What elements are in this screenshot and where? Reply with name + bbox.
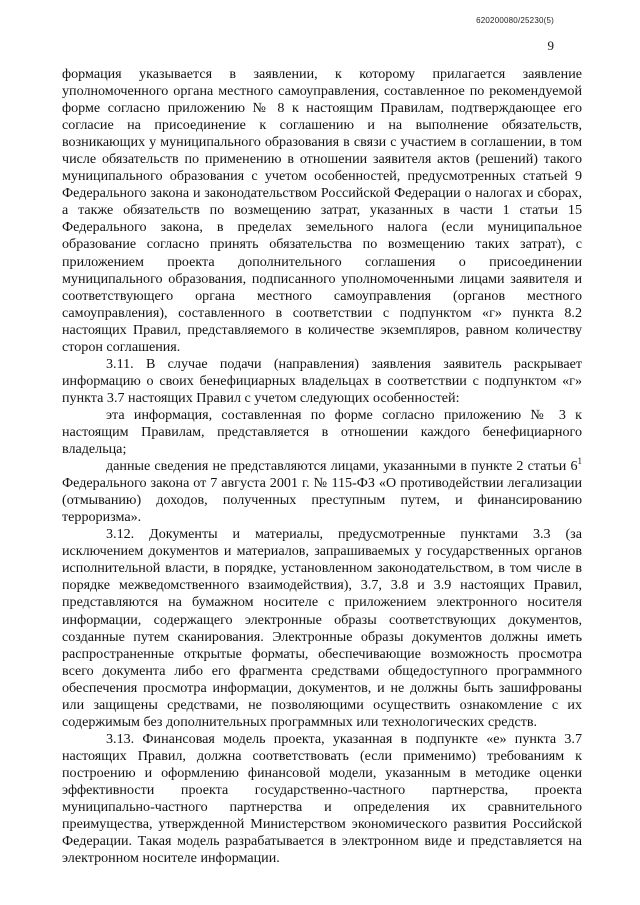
paragraph-3-11-item-2-start: данные сведения не представляются лицами, указанными в пункте 2 статьи 6 <box>106 458 578 475</box>
paragraph-3-11-item-2-end: Федерального закона от 7 августа 2001 г. № 115-ФЗ «О противодействии легализации (отмыванию) доходов, полученных преступным путем, и финансированию терроризма». <box>62 475 582 526</box>
paragraph-3-11-item-1: эта информация, составленная по форме согласно приложению № 3 к настоящим Правилам, представляется в отношении каждого бенефициарного владельца; <box>62 406 582 458</box>
document-code: 620200080/25230(5) <box>476 16 554 25</box>
paragraph-3-12: 3.12. Документы и материалы, предусмотренные пунктами 3.3 (за исключением документов и материалов, запрашиваемых у государственных органов исполнительной власти, в порядке, установленном законодательством, в том числе в порядке межведомственного взаимодействия), 3.7, 3.8 и 3.9 настоящих Правил, представляются на бумажном носителе с приложением электронного носителя информации, содержащего электронные образы соответствующих документов, созданные путем сканирования. Электронные образы документов должны иметь распространенные открытые форматы, обеспечивающие возможность просмотра всего документа либо его фрагмента средствами общедоступного программного обеспечения просмотра информации, документов, и не должны быть зашифрованы или защищены средствами, не позволяющими осуществить ознакомление с их содержимым без дополнительных программных или технологических средств. <box>62 526 582 730</box>
paragraph-3-11: 3.11. В случае подачи (направления) заявления заявитель раскрывает информацию о своих бенефициарных владельцах в соответствии с подпунктом «г» пункта 3.7 настоящих Правил с учетом следующих особенностей: <box>62 355 582 406</box>
paragraph-continuation: формация указывается в заявлении, к которому прилагается заявление уполномоченного органа местного самоуправления, составленное по рекомендуемой форме согласно приложению № 8 к настоящим Правилам, подтверждающее его согласие на присоединение к соглашению и на выполнение обязательств, возникающих у муниципального образования в связи с участием в соглашении, в том числе обязательств по применению в отношении заявителя актов (решений) такого муниципального образования с учетом особенностей, предусмотренных статьей 9 Федерального закона и законодательством Российской Федерации о налогах и сборах, а также обязательств по возмещению затрат, указанных в части 1 статьи 15 Федерального закона, в пределах земельного налога (если муниципальное образование согласно принять обязательства по возмещению таких затрат), с приложением проекта дополнительного соглашения о присоединении муниципального образования, подписанного уполномоченными лицами заявителя и соответствующего органа местного самоуправления (органов местного самоуправления), составленного в соответствии с подпунктом «г» пункта 8.2 настоящих Правил, представляемого в количестве экземпляров, равном количеству сторон соглашения. <box>62 66 582 355</box>
document-body <box>62 66 582 867</box>
page-number: 9 <box>547 38 554 53</box>
paragraph-3-13: 3.13. Финансовая модель проекта, указанная в подпункте «е» пункта 3.7 настоящих Правил, должна соответствовать (если применимо) требованиям к построению и оформлению финансовой модели, указанным в методике оценки эффективности проекта государственно-частного партнерства, проекта муниципально-частного партнерства и определения их сравнительного преимущества, утвержденной Министерством экономического развития Российской Федерации. Такая модель разрабатывается в электронном виде и представляется на электронном носителе информации. <box>62 730 582 867</box>
footnote-superscript: 1 <box>577 456 582 467</box>
paragraph-3-11-item-2 <box>62 458 582 526</box>
